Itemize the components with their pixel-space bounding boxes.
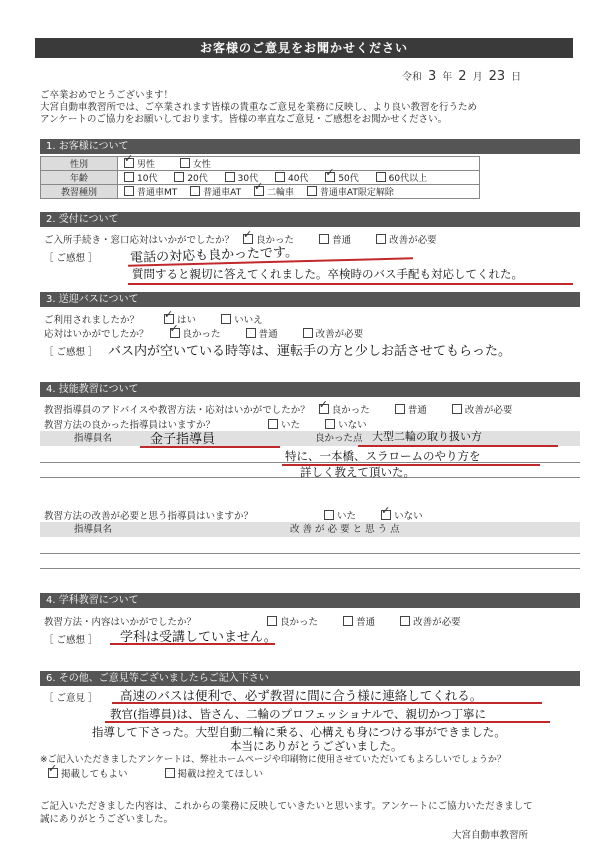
checkbox[interactable] bbox=[246, 328, 256, 338]
customer-table bbox=[40, 156, 480, 199]
option-yes[interactable]: いた bbox=[324, 508, 356, 522]
date-year: 3 bbox=[428, 69, 437, 84]
option-age[interactable]: 20代 bbox=[174, 171, 207, 184]
good-instructor-question bbox=[44, 417, 389, 431]
footer-text bbox=[40, 800, 570, 826]
handwritten-comment: 学科は受講していません。 bbox=[120, 630, 277, 645]
checkbox-checked[interactable] bbox=[124, 158, 134, 168]
handwritten-opinion: 教官(指導員)は、皆さん、二輪のプロフェッショナルで、親切かつ丁寧に bbox=[110, 707, 487, 721]
question-text: 教習方法・内容はいかがでしたか？ bbox=[44, 617, 197, 628]
option-no[interactable]: いいえ bbox=[221, 312, 263, 326]
section-classroom-header: 4. 学科教習について bbox=[40, 593, 580, 608]
date-day-unit: 日 bbox=[511, 72, 522, 83]
divider bbox=[40, 553, 580, 554]
improve-instructor-header bbox=[40, 522, 580, 537]
question-text: 教習指導員のアドバイスや教習方法・応対はいかがでしたか？ bbox=[44, 405, 310, 416]
comment-label: ［ ご感想 ］ bbox=[44, 253, 98, 264]
section-reception-header: 2. 受付について bbox=[40, 212, 580, 227]
row-label: 年齢 bbox=[41, 171, 118, 185]
checkbox[interactable] bbox=[124, 186, 134, 196]
option-good[interactable]: ✓ 良かった bbox=[170, 326, 221, 340]
underline bbox=[358, 445, 558, 447]
option-no[interactable]: いない bbox=[325, 417, 367, 431]
checkbox[interactable] bbox=[190, 186, 200, 196]
row-label: 教習種別 bbox=[41, 185, 118, 199]
option-normal[interactable]: 普通 bbox=[319, 232, 351, 246]
question-text: 教習方法の改善が必要と思う指導員はいますか？ bbox=[44, 511, 254, 522]
date-year-unit: 年 bbox=[442, 72, 453, 83]
option-publish-decline[interactable]: 掲載は控えてほしい bbox=[165, 766, 264, 780]
option-needs-improvement[interactable]: 改善が必要 bbox=[376, 232, 437, 246]
option-course[interactable]: 普通車AT限定解除 bbox=[307, 185, 394, 198]
good-instructor-header bbox=[40, 431, 580, 446]
section-bus-header: 3. 送迎バスについて bbox=[40, 292, 580, 307]
checkbox[interactable] bbox=[324, 510, 334, 520]
handwritten-comment: 質問すると親切に答えてくれました。卒検時のバス手配も対応してくれた。 bbox=[132, 267, 523, 281]
row-label: 性別 bbox=[41, 157, 118, 171]
option-normal[interactable]: 普通 bbox=[395, 402, 427, 416]
checkbox[interactable] bbox=[268, 419, 278, 429]
checkbox[interactable] bbox=[395, 404, 405, 414]
option-age[interactable]: 40代 bbox=[275, 171, 308, 184]
form-title: お客様のご意見をお聞かせください bbox=[35, 38, 573, 58]
handwritten-good-point: 詳しく教えて頂いた。 bbox=[300, 465, 415, 479]
checkbox[interactable] bbox=[400, 616, 410, 626]
checkbox-checked[interactable] bbox=[325, 172, 335, 182]
column-header: 良かった点 bbox=[315, 433, 363, 444]
underline bbox=[140, 446, 280, 448]
checkbox[interactable] bbox=[343, 616, 353, 626]
intro-line: ご卒業おめでとうございます！ bbox=[40, 90, 174, 101]
option-female[interactable]: 女性 bbox=[180, 157, 211, 170]
option-needs-improvement[interactable]: 改善が必要 bbox=[400, 614, 461, 628]
checkbox[interactable] bbox=[221, 314, 231, 324]
option-needs-improvement[interactable]: 改善が必要 bbox=[303, 326, 364, 340]
options-cell bbox=[118, 185, 480, 199]
handwritten-good-point: 大型二輪の取り扱い方 bbox=[372, 430, 482, 443]
intro-line: アンケートのご協力をお願いしております。皆様の率直なご意見・ご感想をお聞かせください。 bbox=[40, 114, 448, 125]
improve-instructor-question bbox=[44, 508, 445, 522]
comment-label: ［ ご感想 ］ bbox=[44, 347, 98, 358]
bus-use-question bbox=[44, 312, 285, 326]
options-cell bbox=[118, 171, 480, 185]
bus-service-question bbox=[44, 326, 385, 340]
date-day: 23 bbox=[488, 69, 506, 84]
checkbox[interactable] bbox=[452, 404, 462, 414]
checkbox[interactable] bbox=[376, 172, 386, 182]
checkbox[interactable] bbox=[319, 234, 329, 244]
checkbox[interactable] bbox=[376, 234, 386, 244]
checkbox-checked[interactable] bbox=[170, 328, 180, 338]
comment-label: ［ ご感想 ］ bbox=[44, 635, 98, 646]
option-age[interactable]: 10代 bbox=[124, 171, 157, 184]
checkbox[interactable] bbox=[225, 172, 235, 182]
date-month: 2 bbox=[458, 69, 467, 84]
skills-question bbox=[44, 402, 512, 416]
option-yes[interactable]: ✓ はい bbox=[164, 312, 196, 326]
option-course[interactable]: 普通車AT bbox=[190, 185, 241, 198]
handwritten-comment: バス内が空いている時等は、運転手の方と少しお話させてもらった。 bbox=[108, 344, 512, 359]
divider bbox=[40, 568, 580, 569]
option-good[interactable]: 良かった bbox=[267, 614, 318, 628]
underline bbox=[112, 702, 542, 704]
column-header: 改 善 が 必 要 と 思 う 点 bbox=[290, 524, 400, 535]
column-header: 指導員名 bbox=[74, 524, 113, 535]
option-normal[interactable]: 普通 bbox=[343, 614, 375, 628]
checkbox[interactable] bbox=[275, 172, 285, 182]
checkbox[interactable] bbox=[325, 419, 335, 429]
checkbox[interactable] bbox=[180, 158, 190, 168]
option-age[interactable]: 30代 bbox=[225, 171, 258, 184]
handwritten-good-point: 特に、一本橋、スラロームのやり方を bbox=[285, 449, 481, 463]
footer-line: 誠にありがとうございました。 bbox=[40, 814, 174, 825]
consent-question: ※ご記入いただきましたアンケートは、弊社ホームページや印刷物に使用させていただいてもよろしいでしょうか？ bbox=[40, 755, 506, 765]
options-cell bbox=[118, 157, 480, 171]
section-other-header: 6. その他、ご意見等ございましたらご記入下さい bbox=[40, 671, 580, 686]
intro-text bbox=[40, 90, 570, 126]
question-text: ご利用されましたか？ bbox=[44, 315, 140, 326]
section-skills-header: 4. 技能教習について bbox=[40, 382, 580, 397]
option-no[interactable]: ✓ いない bbox=[381, 508, 423, 522]
consent-options bbox=[48, 766, 285, 780]
option-normal[interactable]: 普通 bbox=[246, 326, 278, 340]
option-course[interactable]: 普通車MT bbox=[124, 185, 177, 198]
checkbox-checked[interactable] bbox=[254, 186, 264, 196]
checkbox[interactable] bbox=[307, 186, 317, 196]
option-age[interactable]: ✓ 50代 bbox=[325, 171, 358, 184]
school-name: 大宮自動車教習所 bbox=[452, 830, 529, 841]
underline bbox=[110, 643, 275, 645]
checkbox[interactable] bbox=[174, 172, 184, 182]
section-customer-header: 1. お客様について bbox=[40, 139, 580, 154]
handwritten-comment: 電話の対応も良かったです。 bbox=[129, 245, 299, 266]
option-yes[interactable]: いた bbox=[268, 417, 300, 431]
question-text: 教習方法の良かった指導員はいますか？ bbox=[44, 420, 216, 431]
option-good[interactable]: ✓ 良かった bbox=[319, 402, 370, 416]
question-text: ご入所手続き・窓口応対はいかがでしたか？ bbox=[44, 235, 235, 246]
option-needs-improvement[interactable]: 改善が必要 bbox=[452, 402, 513, 416]
checkbox-checked[interactable] bbox=[381, 510, 391, 520]
option-age[interactable]: 60代以上 bbox=[376, 171, 427, 184]
comment-label: ［ ご意見 ］ bbox=[44, 693, 98, 704]
handwritten-opinion: 高速のバスは便利で、必ず教習に間に合う様に連絡してくれる。 bbox=[120, 688, 483, 703]
option-male[interactable]: ✓ 男性 bbox=[124, 157, 155, 170]
handwritten-opinion: 本当にありがとうございました。 bbox=[230, 739, 403, 753]
intro-line: 大宮自動車教習所では、ご卒業されます皆様の貴重なご意見を業務に反映し、より良い教習を行うため bbox=[40, 102, 478, 113]
checkbox[interactable] bbox=[124, 172, 134, 182]
date-era: 令和 bbox=[402, 72, 422, 83]
underline bbox=[128, 283, 573, 285]
option-course[interactable]: ✓ 二輪車 bbox=[254, 185, 294, 198]
table-row bbox=[41, 185, 480, 199]
checkbox[interactable] bbox=[303, 328, 313, 338]
underline bbox=[105, 721, 550, 723]
column-header: 指導員名 bbox=[74, 433, 113, 444]
checkbox-checked[interactable] bbox=[319, 404, 329, 414]
option-good[interactable]: ✓ 良かった bbox=[243, 232, 294, 246]
table-row bbox=[41, 157, 480, 171]
checkbox[interactable] bbox=[267, 616, 277, 626]
checkbox[interactable] bbox=[165, 768, 175, 778]
question-text: 応対はいかがでしたか？ bbox=[44, 329, 149, 340]
date-month-unit: 月 bbox=[472, 72, 483, 83]
checkbox-checked[interactable] bbox=[48, 768, 58, 778]
date bbox=[402, 68, 521, 84]
option-publish-ok[interactable]: ✓掲載してもよい bbox=[48, 766, 128, 780]
footer-line: ご記入いただきました内容は、これからの業務に反映していきたいと思います。アンケートにご協力いただきまして bbox=[40, 801, 533, 812]
handwritten-instructor-name: 金子指導員 bbox=[150, 432, 216, 447]
handwritten-opinion: 指導して下さった。大型自動二輪に乗る、心構えも身につける事ができました。 bbox=[92, 725, 506, 739]
